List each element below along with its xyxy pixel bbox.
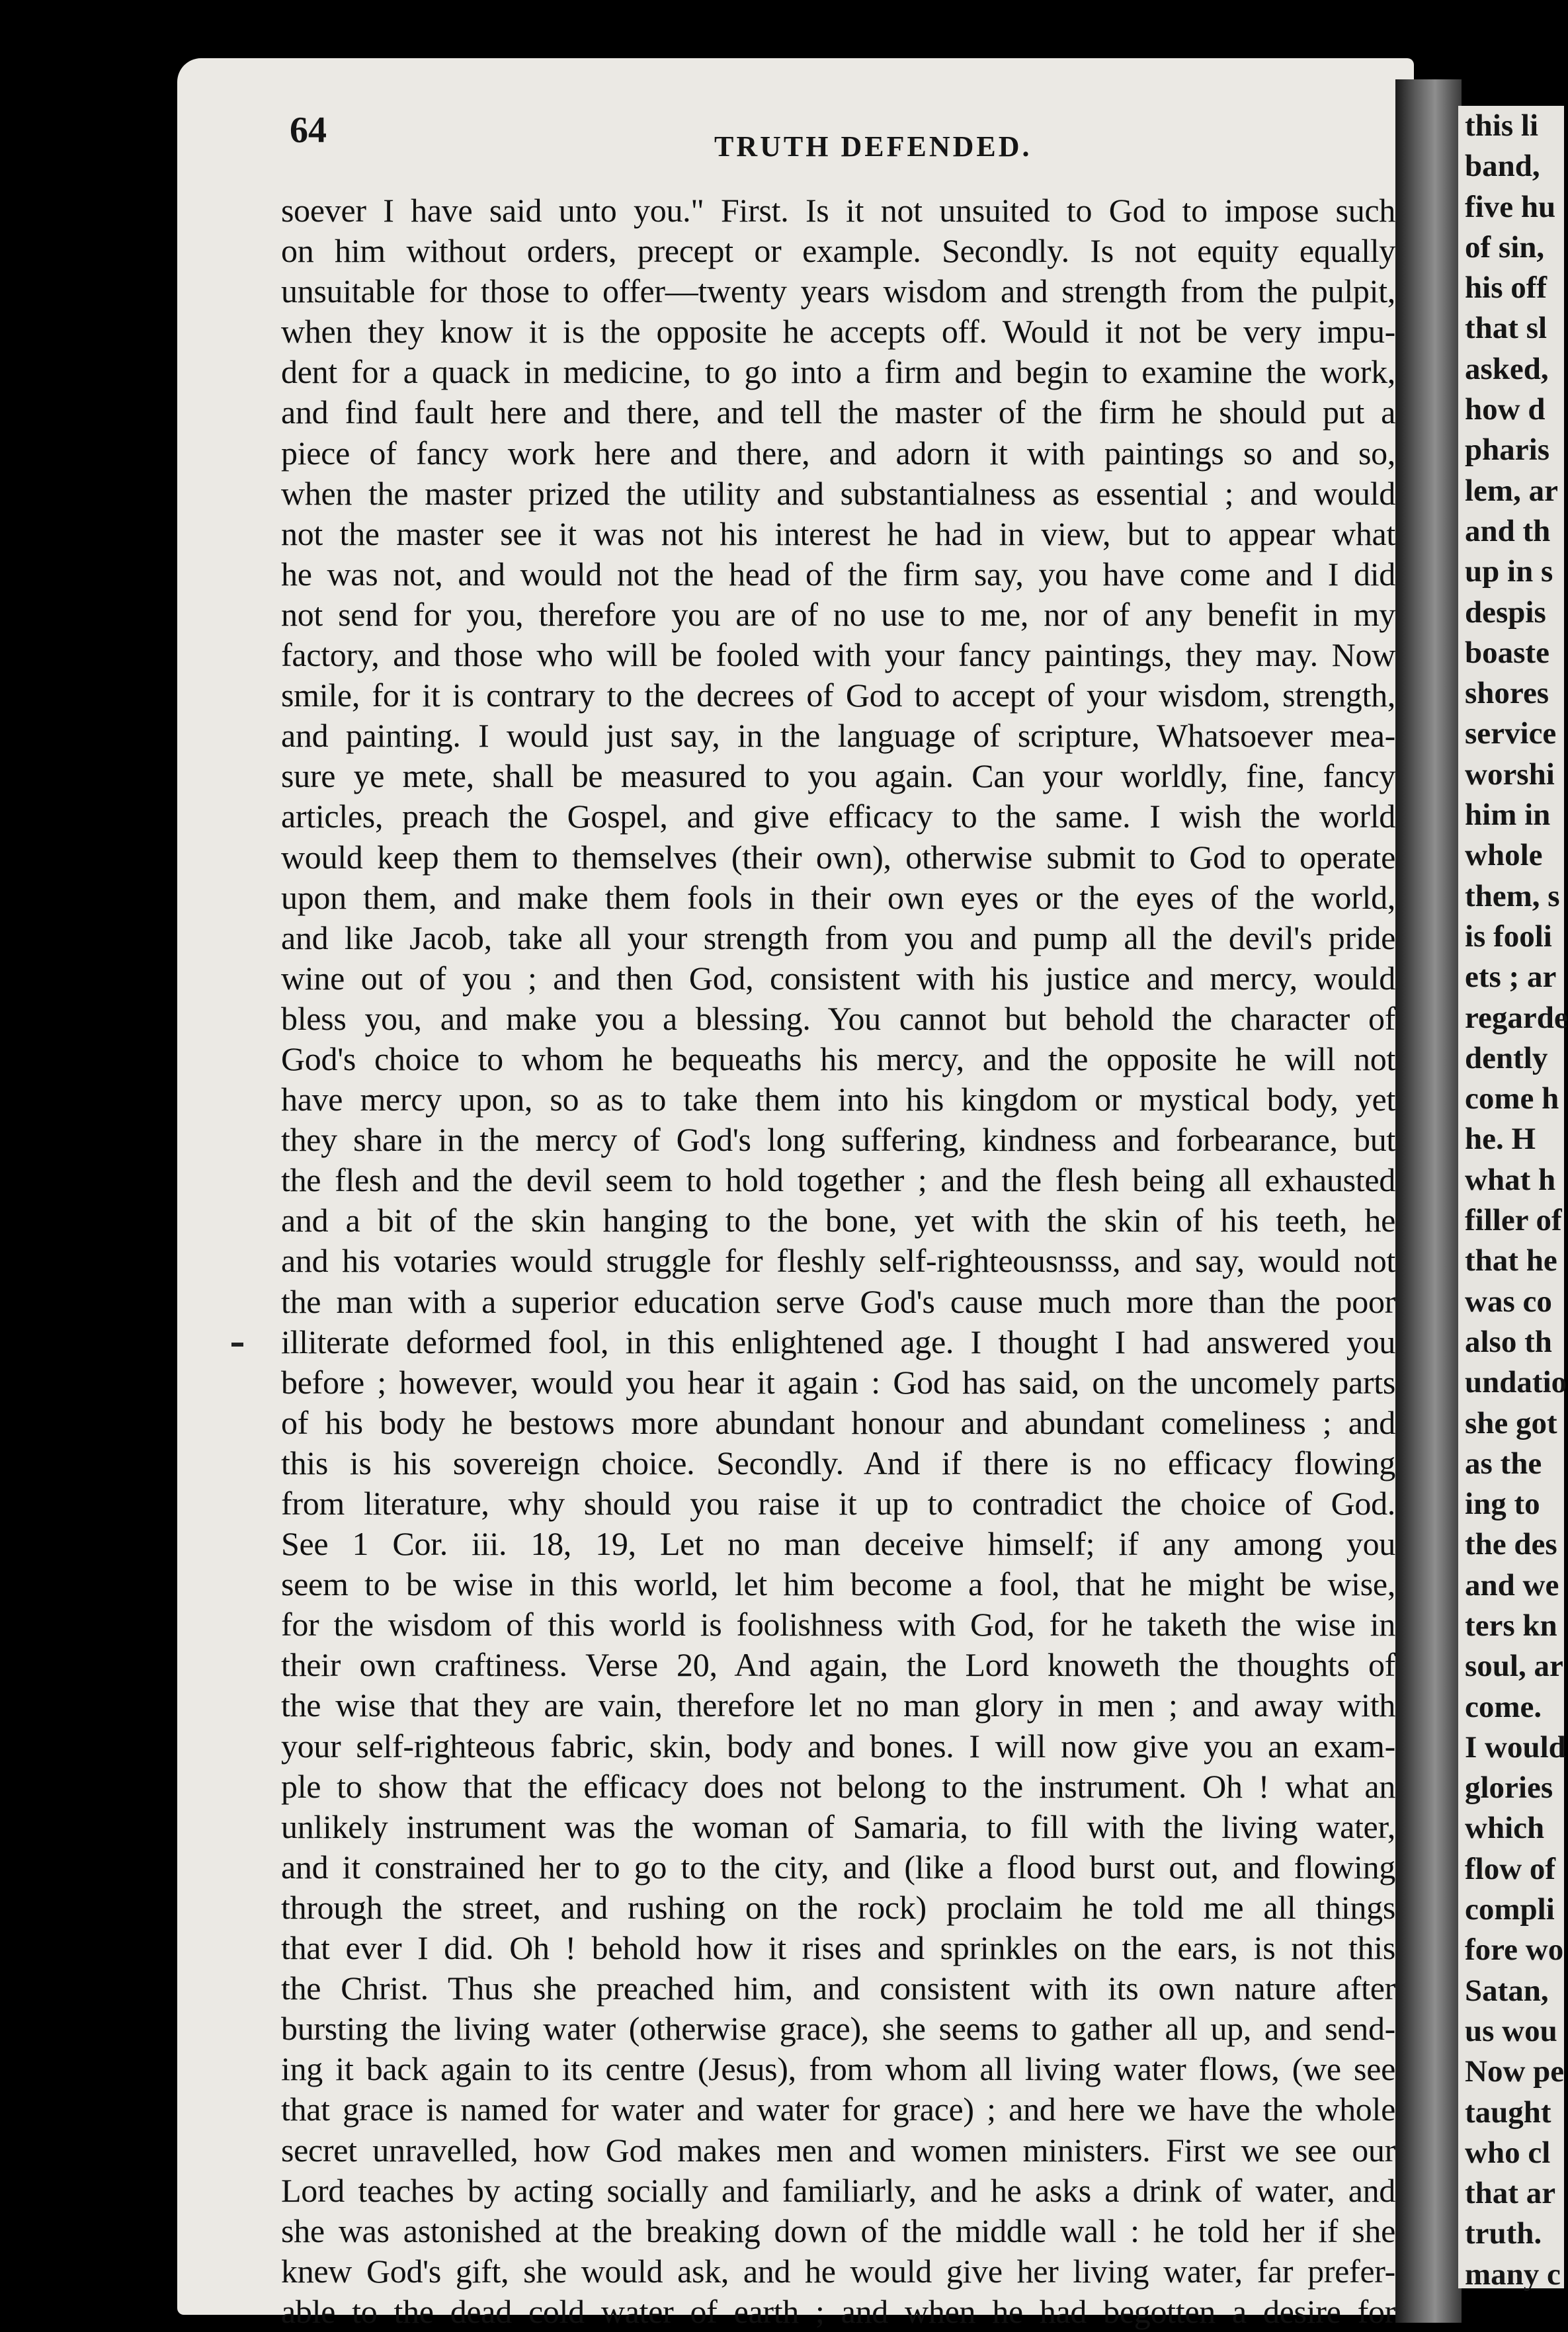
text-line: would keep them to themselves (their own), otherwise submit to God to operate	[281, 838, 1395, 876]
facing-page-line: come h	[1465, 1081, 1559, 1116]
text-line: this is his sovereign choice. Secondly. And if there is no efficacy flowing	[281, 1444, 1395, 1481]
facing-page-line: what h	[1465, 1162, 1556, 1197]
facing-page-line: flow of	[1465, 1851, 1556, 1886]
text-line: secret unravelled, how God makes men and women ministers. First we see our	[281, 2131, 1395, 2169]
text-line: and it constrained her to go to the city, and (like a flood burst out, and flowing	[281, 1848, 1395, 1886]
text-line: the Christ. Thus she preached him, and consistent with its own nature after	[281, 1970, 1395, 2007]
text-line: See 1 Cor. iii. 18, 19, Let no man deceive himself; if any among you	[281, 1525, 1395, 1563]
text-line: of his body he bestows more abundant honour and abundant comeliness ; and	[281, 1403, 1395, 1441]
text-line: not the master see it was not his interest he had in view, but to appear what	[281, 515, 1395, 552]
text-line: that grace is named for water and water for grace) ; and here we have the whole	[281, 2091, 1395, 2128]
text-line: he was not, and would not the head of the firm say, you have come and I did	[281, 555, 1395, 593]
facing-page-line: lem, ar	[1465, 473, 1558, 508]
margin-mark	[231, 1343, 243, 1347]
text-line: not send for you, therefore you are of no use to me, nor of any benefit in my	[281, 595, 1395, 633]
text-line: have mercy upon, so as to take them into his kingdom or mystical body, yet	[281, 1081, 1395, 1118]
facing-page-line: despis	[1465, 595, 1546, 630]
body-text	[281, 190, 1395, 2332]
text-line: bless you, and make you a blessing. You cannot but behold the character of	[281, 999, 1395, 1037]
facing-page-line: boaste	[1465, 635, 1549, 670]
facing-page-line: that he	[1465, 1243, 1557, 1278]
text-line: from literature, why should you raise it up to contradict the choice of God.	[281, 1485, 1395, 1522]
text-line: their own craftiness. Verse 20, And again, the Lord knoweth the thoughts of	[281, 1646, 1395, 1684]
text-line: and find fault here and there, and tell the master of the firm he should put a	[281, 394, 1395, 431]
facing-page-text	[1458, 106, 1568, 2295]
facing-page-line: ets ; ar	[1465, 960, 1557, 995]
facing-page-line: the des	[1465, 1527, 1557, 1562]
facing-page-line: she got	[1465, 1405, 1557, 1440]
facing-page-line: how d	[1465, 392, 1546, 427]
text-line: wine out of you ; and then God, consistent with his justice and mercy, would	[281, 959, 1395, 997]
text-line: articles, preach the Gospel, and give efficacy to the same. I wish the world	[281, 798, 1395, 835]
facing-page-line: him in	[1465, 798, 1551, 833]
text-line: and his votaries would struggle for fleshly self-righteousnsss, and say, would not	[281, 1242, 1395, 1280]
text-line: unsuitable for those to offer—twenty years wisdom and strength from the pulpit,	[281, 272, 1395, 310]
facing-page-line: taught	[1465, 2095, 1551, 2130]
facing-page-line: of sin,	[1465, 229, 1545, 265]
text-line: bursting the living water (otherwise grace), she seems to gather all up, and send-	[281, 2010, 1395, 2048]
text-line: and a bit of the skin hanging to the bone, yet with the skin of his teeth, he	[281, 1202, 1395, 1239]
facing-page-line: glories	[1465, 1770, 1553, 1806]
book-gutter	[1395, 79, 1462, 2323]
text-line: and like Jacob, take all your strength from you and pump all the devil's pride	[281, 919, 1395, 956]
text-line: the flesh and the devil seem to hold together ; and the flesh being all exhausted	[281, 1161, 1395, 1199]
text-line: able to the dead cold water of earth ; and when he had begotten a desire for	[281, 2292, 1395, 2330]
text-line: Lord teaches by acting socially and familiarly, and he asks a drink of water, and	[281, 2171, 1395, 2209]
facing-page-line: pharis	[1465, 433, 1549, 468]
text-line: when the master prized the utility and substantialness as essential ; and would	[281, 474, 1395, 512]
text-line: they share in the mercy of God's long suffering, kindness and forbearance, but	[281, 1121, 1395, 1159]
text-line: the man with a superior education serve God's cause much more than the poor	[281, 1282, 1395, 1320]
facing-page-line: that sl	[1465, 311, 1547, 346]
text-line: and painting. I would just say, in the language of scripture, Whatsoever mea-	[281, 717, 1395, 755]
facing-page-line: asked,	[1465, 351, 1549, 386]
text-line: upon them, and make them fools in their own eyes or the eyes of the world,	[281, 878, 1395, 916]
facing-page-line: worshi	[1465, 757, 1555, 792]
facing-page-line: his off	[1465, 271, 1547, 306]
facing-page-line: as the	[1465, 1446, 1542, 1481]
facing-page-line: regarde	[1465, 1000, 1568, 1035]
facing-page-line: up in s	[1465, 554, 1553, 589]
text-line: smile, for it is contrary to the decrees of God to accept of your wisdom, strength,	[281, 677, 1395, 714]
facing-page-line: whole	[1465, 838, 1543, 873]
facing-page-line: ters kn	[1465, 1608, 1557, 1643]
facing-page-edge	[1458, 106, 1568, 2292]
text-line: the wise that they are vain, therefore let no man glory in men ; and away with	[281, 1687, 1395, 1724]
text-line: on him without orders, precept or example. Secondly. Is not equity equally	[281, 232, 1395, 270]
facing-page-line: and we	[1465, 1567, 1559, 1603]
facing-page-line: them, s	[1465, 878, 1560, 913]
facing-page-line: service	[1465, 716, 1557, 751]
facing-page-line: come.	[1465, 1689, 1542, 1724]
text-line: that ever I did. Oh ! behold how it rises and sprinkles on the ears, is not this	[281, 1929, 1395, 1967]
facing-page-line: shores	[1465, 676, 1549, 711]
text-line: when they know it is the opposite he accepts off. Would it not be very impu-	[281, 313, 1395, 351]
text-line: knew God's gift, she would ask, and he would give her living water, far prefer-	[281, 2252, 1395, 2290]
text-line: dent for a quack in medicine, to go into a firm and begin to examine the work,	[281, 353, 1395, 391]
facing-page-line: Now pe	[1465, 2054, 1565, 2089]
text-line: she was astonished at the breaking down of the middle wall : he told her if she	[281, 2212, 1395, 2249]
facing-page-line: band,	[1465, 149, 1540, 184]
facing-page-line: soul, ar	[1465, 1649, 1563, 1684]
text-line: seem to be wise in this world, let him become a fool, that he might be wise,	[281, 1565, 1395, 1603]
facing-page-line: compli	[1465, 1892, 1555, 1927]
text-line: sure ye mete, shall be measured to you again. Can your worldly, fine, fancy	[281, 757, 1395, 795]
text-line: illiterate deformed fool, in this enlightened age. I thought I had answered you	[281, 1323, 1395, 1360]
running-head: TRUTH DEFENDED.	[714, 130, 1032, 163]
text-line: piece of fancy work here and there, and adorn it with paintings so and so,	[281, 434, 1395, 472]
text-line: for the wisdom of this world is foolishness with God, for he taketh the wise in	[281, 1606, 1395, 1644]
facing-page-line: Satan,	[1465, 1973, 1549, 2008]
facing-page-line: that ar	[1465, 2176, 1556, 2211]
facing-page-line: also th	[1465, 1324, 1552, 1359]
facing-page-line: was co	[1465, 1284, 1552, 1319]
text-line: before ; however, would you hear it again : God has said, on the uncomely parts	[281, 1363, 1395, 1401]
facing-page-line: this li	[1465, 108, 1539, 143]
page-number: 64	[290, 110, 327, 151]
text-line: unlikely instrument was the woman of Samaria, to fill with the living water,	[281, 1808, 1395, 1845]
text-line: factory, and those who will be fooled with your fancy paintings, they may. Now	[281, 636, 1395, 674]
facing-page-line: is fooli	[1465, 919, 1552, 954]
text-line: ing it back again to its centre (Jesus), from whom all living water flows, (we see	[281, 2050, 1395, 2088]
text-line: ple to show that the efficacy does not belong to the instrument. Oh ! what an	[281, 1767, 1395, 1805]
facing-page-line: us wou	[1465, 2013, 1557, 2048]
facing-page-line: five hu	[1465, 189, 1556, 224]
facing-page-line: filler of	[1465, 1203, 1562, 1238]
facing-page-line: fore wo	[1465, 1933, 1564, 1968]
facing-page-line: who cl	[1465, 2135, 1551, 2170]
facing-page-line: which	[1465, 1811, 1545, 1846]
text-line: your self-righteous fabric, skin, body and bones. I will now give you an exam-	[281, 1727, 1395, 1765]
facing-page-line: many c	[1465, 2257, 1561, 2292]
facing-page-line: I would	[1465, 1729, 1566, 1765]
facing-page-line: undatio	[1465, 1365, 1567, 1400]
text-line: through the street, and rushing on the rock) proclaim he told me all things	[281, 1888, 1395, 1926]
text-line: soever I have said unto you." First. Is it not unsuited to God to impose such	[281, 192, 1395, 229]
facing-page-line: ing to	[1465, 1487, 1540, 1522]
facing-page-line: and th	[1465, 513, 1551, 548]
facing-page-line: he. H	[1465, 1122, 1536, 1157]
facing-page-line: truth.	[1465, 2216, 1542, 2251]
text-line: God's choice to whom he bequeaths his mercy, and the opposite he will not	[281, 1040, 1395, 1077]
facing-page-line: dently	[1465, 1040, 1548, 1075]
